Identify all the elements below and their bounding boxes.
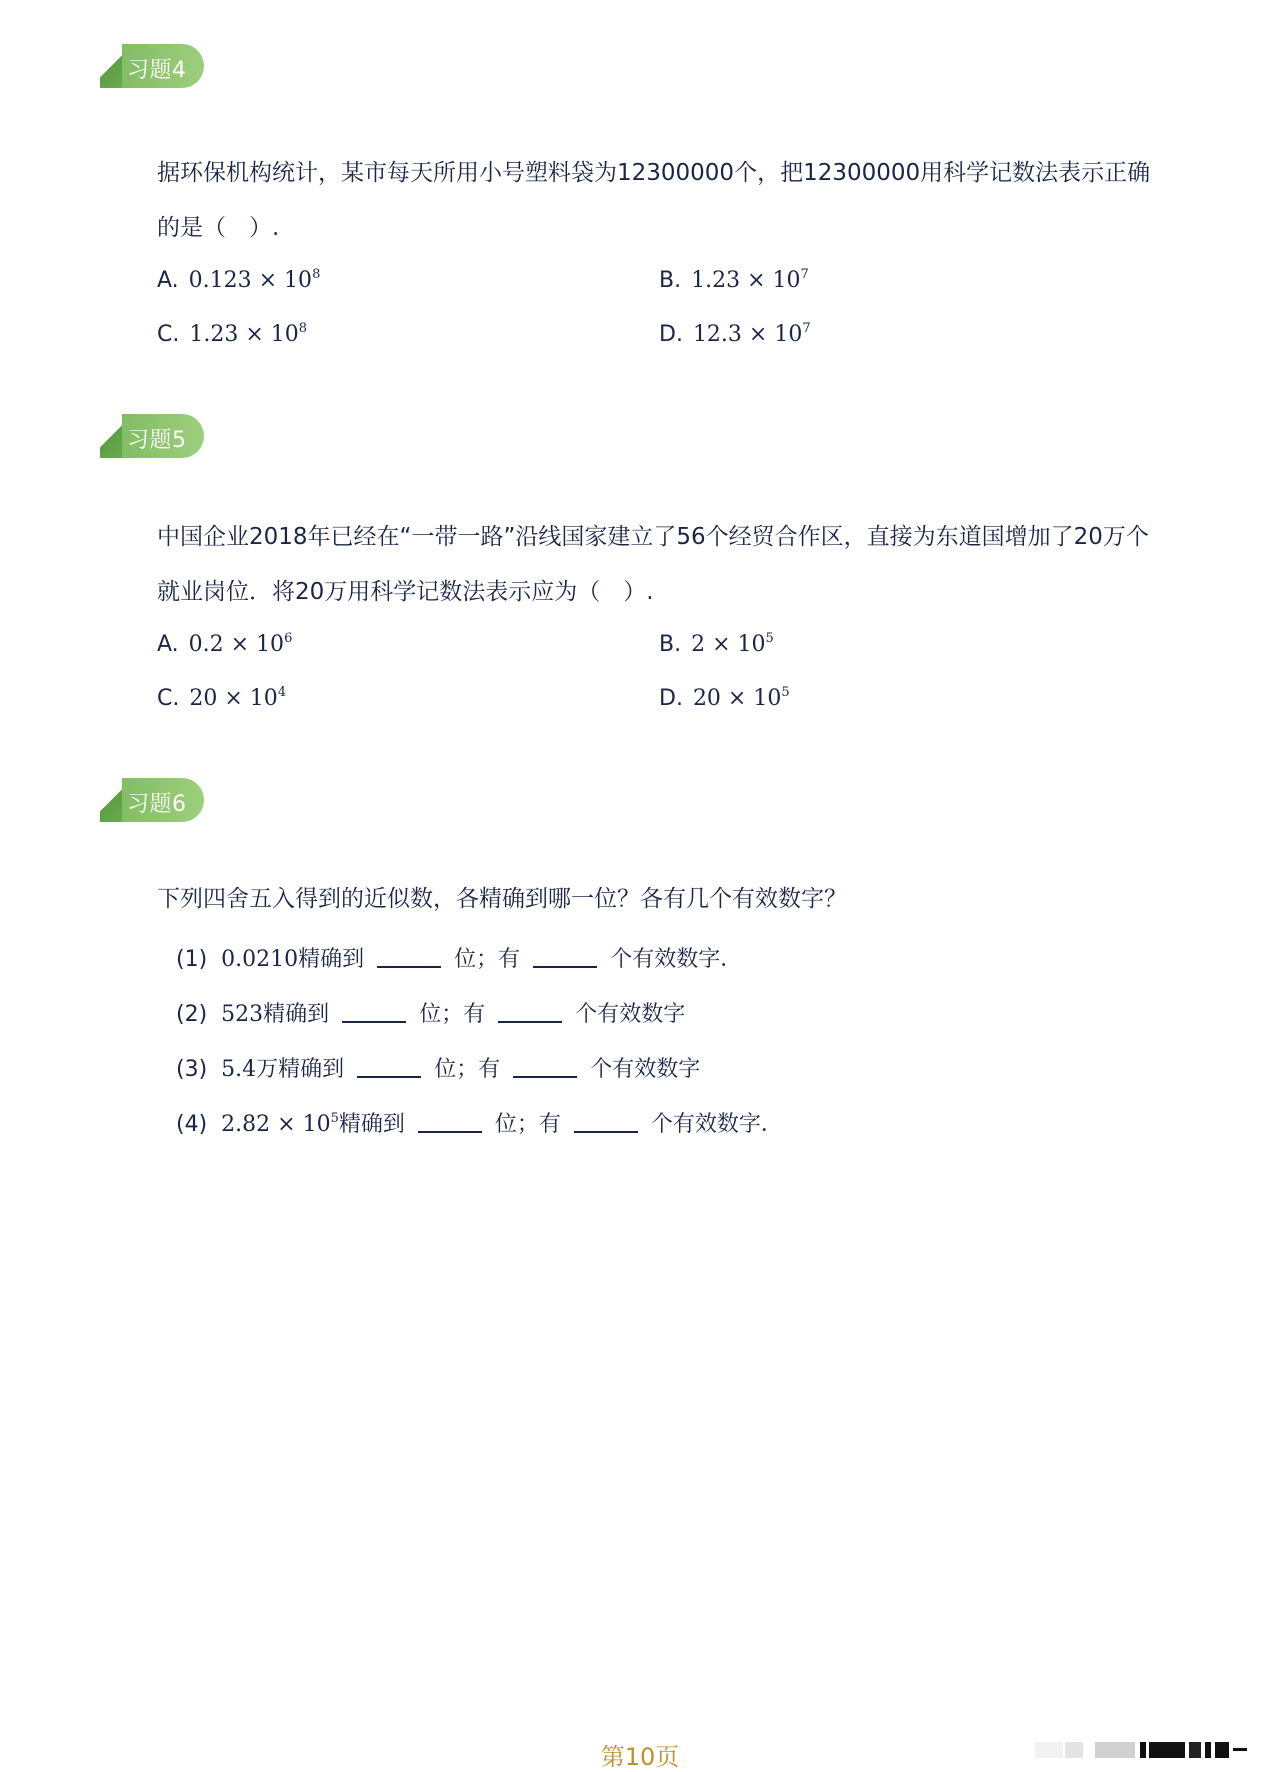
answer-blank[interactable] (533, 948, 597, 968)
option-d: D. $12.3 \times 10^7$ (659, 321, 811, 347)
sub-question-3: (3) 5.4万精确到 位；有 个有效数字 (176, 1057, 701, 1082)
answer-blank[interactable] (377, 948, 441, 968)
option-d: D. $20 \times 10^5$ (659, 685, 790, 711)
tag-fold-decoration (100, 414, 122, 458)
exercise-question-4: 据环保机构统计，某市每天所用小号塑料袋为12300000个，把12300000用科学记数法表示正确的是（ ）. (157, 160, 1151, 241)
exercise-tag-4 (100, 44, 204, 88)
tag-fold-decoration (100, 778, 122, 822)
option-a: A. $0.123 \times 10^8$ (157, 267, 321, 293)
answer-blank[interactable] (498, 1003, 562, 1023)
sub-question-1: (1) 0.0210精确到 位；有 个有效数字． (176, 947, 743, 972)
page-number: 第10页 (600, 1743, 680, 1771)
watermark-mark-icon (1035, 1740, 1250, 1760)
option-a: A. $0.2 \times 10^6$ (157, 631, 293, 657)
sub-question-4: (4) $2.82 \times 10^5$精确到 位；有 个有效数字． (176, 1111, 783, 1137)
answer-blank[interactable] (574, 1113, 638, 1133)
exercise-question-5: 中国企业2018年已经在“一带一路”沿线国家建立了56个经贸合作区，直接为东道国增加了20万个就业岗位．将20万用科学记数法表示应为（ ）. (157, 524, 1149, 605)
exercise-question-6: 下列四舍五入得到的近似数，各精确到哪一位？各有几个有效数字？ (157, 886, 847, 912)
exercise-tag-label: 习题6 (127, 792, 187, 817)
exercise-tag-label: 习题5 (127, 428, 187, 453)
option-c: C. $20 \times 10^4$ (157, 685, 287, 711)
tag-fold-decoration (100, 44, 122, 88)
answer-blank[interactable] (342, 1003, 406, 1023)
exercise-tag-6 (100, 778, 204, 822)
answer-blank[interactable] (513, 1058, 577, 1078)
option-c: C. $1.23 \times 10^8$ (157, 321, 308, 347)
sub-question-2: (2) 523精确到 位；有 个有效数字 (176, 1002, 686, 1027)
exercise-tag-5 (100, 414, 204, 458)
option-b: B. $2 \times 10^5$ (659, 631, 774, 657)
answer-blank[interactable] (357, 1058, 421, 1078)
option-b: B. $1.23 \times 10^7$ (659, 267, 809, 293)
exercise-tag-label: 习题4 (127, 58, 187, 83)
answer-blank[interactable] (418, 1113, 482, 1133)
